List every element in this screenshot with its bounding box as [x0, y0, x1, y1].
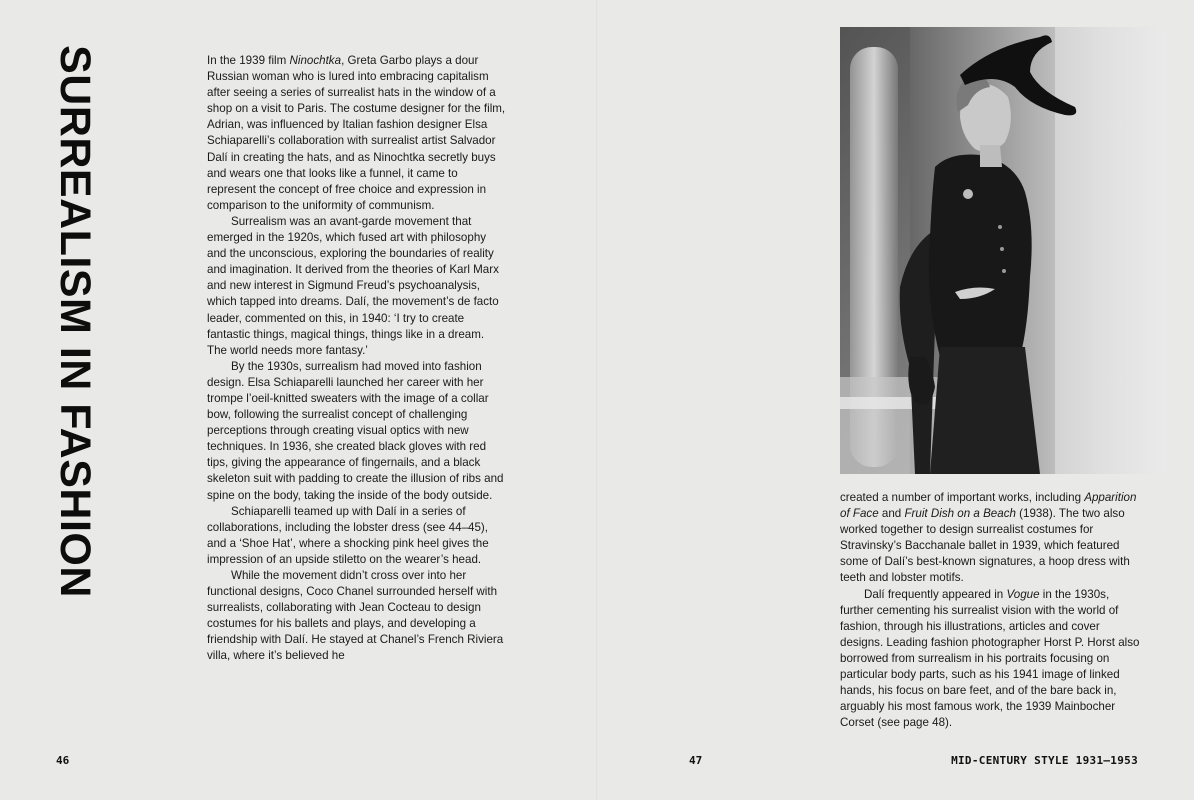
left-text-column — [207, 53, 507, 665]
fashion-photograph — [840, 27, 1166, 474]
paragraph: Surrealism was an avant-garde movement that emerged in the 1920s, which fused art with philosophy and the unconscious, exploring the boundaries of reality and imagination. It derived from the theories of Karl Marx and new interest in Sigmund Freud’s psychoanalysis, which tapped into dreams. Dalí, the movement’s de facto leader, commented on this, in 1940: ‘I try to create fantastic things, magical things, things like in a dream. The world needs more fantasy.’ — [207, 214, 499, 357]
paragraph: Dalí frequently appeared in Vogue in the 1930s, further cementing his surrealist vision with the world of fashion, through his illustrations, articles and cover designs. Leading fashion photographer Horst P. Horst also borrowed from surrealism in his portraits focusing on particular body parts, such as his 1941 image of linked hands, his focus on bare feet, and of the bare back in, arguably his most famous work, the 1939 Mainbocher Corset (see page 48). — [840, 587, 1140, 730]
artwork-title: Fruit Dish on a Beach — [904, 507, 1016, 521]
right-text-column — [840, 490, 1140, 731]
photo-illustration — [840, 27, 1166, 474]
film-title: Ninochtka — [289, 54, 342, 67]
page-number-right: 47 — [689, 754, 703, 767]
running-head: MID-CENTURY STYLE 1931–1953 — [951, 754, 1138, 767]
paragraph: Schiaparelli teamed up with Dalí in a series of collaborations, including the lobster dress (see 44–45), and a ‘Shoe Hat’, where a shocking pink heel gives the impression of an upside stiletto on the wearer’s head. — [207, 504, 489, 566]
artwork-title: Apparition of Face — [840, 491, 1137, 521]
paragraph: In the 1939 film Ninochtka, Greta Garbo plays a dour Russian woman who is lured into embracing capitalism after seeing a series of surrealist hats in the window of a shop on a visit to Paris. The costume designer for the film, Adrian, was influenced by Italian fashion designer Elsa Schiaparelli’s collaboration with surrealist artist Salvador Dalí in creating the hats, and as Ninochtka secretly buys and wears one that looks like a funnel, it came to represent the concept of free choice and expression in comparison to the uniformity of communism. — [207, 54, 506, 212]
chapter-title-text: SURREALISM IN FASHION — [50, 44, 99, 598]
magazine-title: Vogue — [1006, 587, 1040, 601]
paragraph: By the 1930s, surrealism had moved into fashion design. Elsa Schiaparelli launched her career with her trompe l’oeil-knitted sweaters with the image of a collar bow, following the surrealist concept of challenging perceptions through creating visual optics with new techniques. In 1936, she created black gloves with red tips, giving the appearance of fingernails, and a black skeleton suit with padding to create the illusion of ribs and spine on the body, taking the inside of the body outside. — [207, 359, 504, 502]
paragraph: created a number of important works, including Apparition of Face and Fruit Dish on a Beach (1938). The two also worked together to design surrealist costumes for Stravinsky’s Bacchanale ballet in 1939, which featured some of Dalí’s best-known signatures, a hoop dress with teeth and lobster motifs. — [840, 491, 1137, 585]
gutter-shadow — [596, 0, 598, 800]
paragraph: While the movement didn’t cross over into her functional designs, Coco Chanel surrounded herself with surrealists, collaborating with Jean Cocteau to design costumes for his ballets and plays, and developing a friendship with Dalí. He stayed at Chanel’s French Riviera villa, where it’s believed he — [207, 569, 504, 663]
page-number-left: 46 — [56, 754, 70, 767]
chapter-title — [50, 44, 99, 598]
